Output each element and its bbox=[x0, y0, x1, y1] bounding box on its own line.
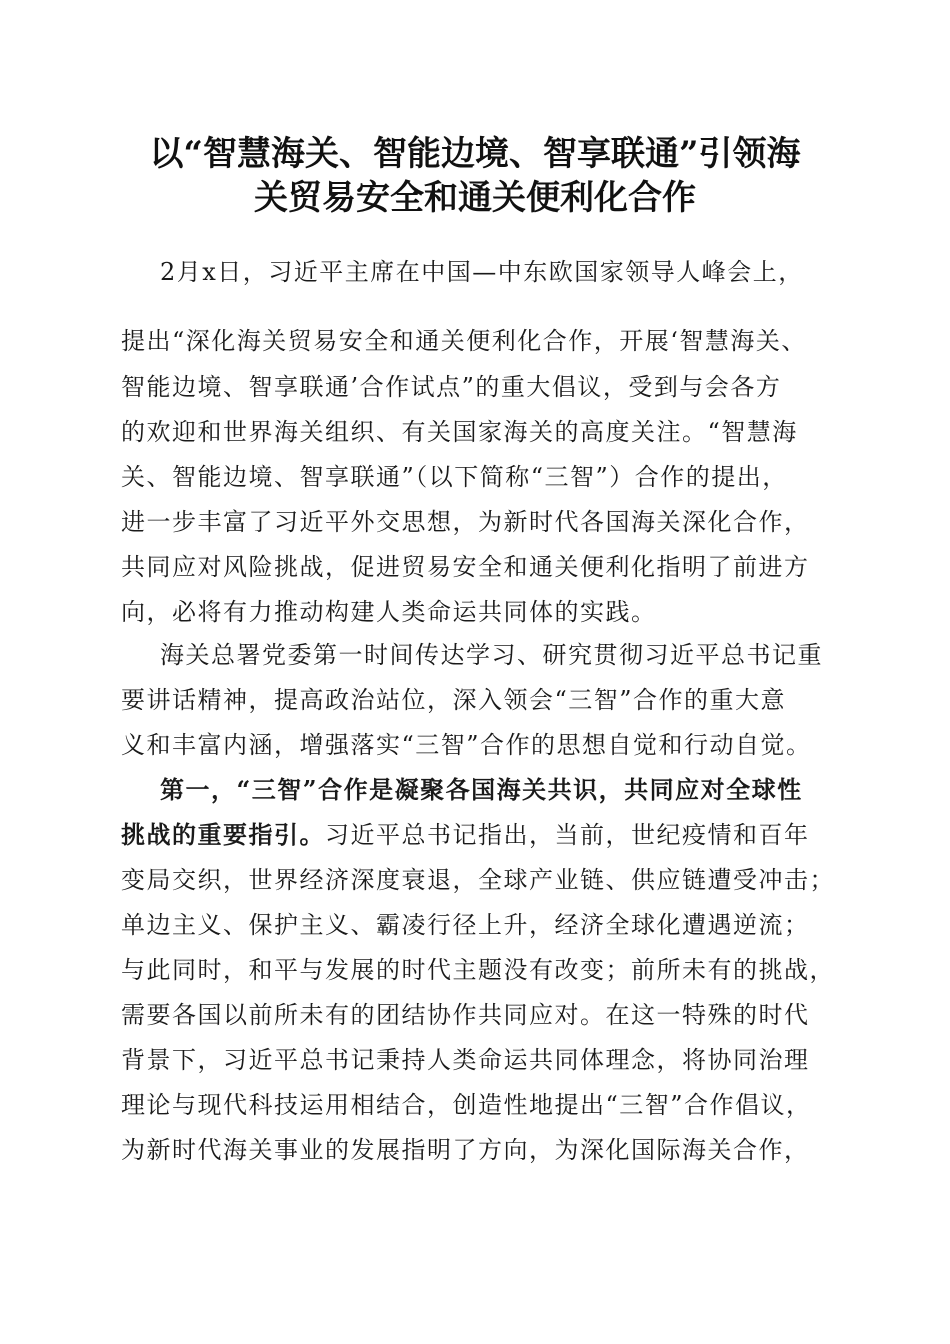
title-line-1: 以“智慧海关、智能边境、智享联通”引领海 bbox=[149, 134, 801, 174]
paragraph-1-line-3: 智能边境、智享联通’合作试点”的重大倡议，受到与会各方 bbox=[121, 373, 782, 401]
paragraph-3-line-6: 需要各国以前所未有的团结协作共同应对。在这一特殊的时代 bbox=[121, 1001, 810, 1029]
paragraph-3-line-7: 背景下，习近平总书记秉持人类命运共同体理念，将协同治理 bbox=[121, 1046, 810, 1074]
paragraph-3-line-2 bbox=[121, 820, 810, 850]
paragraph-1-line-7: 共同应对风险挑战，促进贸易安全和通关便利化指明了前进方 bbox=[121, 553, 810, 581]
paragraph-1-line-6: 进一步丰富了习近平外交思想，为新时代各国海关深化合作， bbox=[121, 508, 810, 536]
paragraph-3-line-5: 与此同时，和平与发展的时代主题没有改变；前所未有的挑战， bbox=[121, 956, 835, 984]
title-line-2: 关贸易安全和通关便利化合作 bbox=[254, 178, 696, 218]
paragraph-3-line-3: 变局交织，世界经济深度衰退，全球产业链、供应链遭受冲击； bbox=[121, 866, 835, 894]
paragraph-3-line-2-text: 习近平总书记指出，当前，世纪疫情和百年 bbox=[325, 821, 810, 849]
paragraph-2-line-2: 要讲话精神，提高政治站位，深入领会“三智”合作的重大意 bbox=[121, 686, 787, 714]
paragraph-1-line-4: 的欢迎和世界海关组织、有关国家海关的高度关注。“智慧海 bbox=[121, 418, 798, 446]
paragraph-3-line-8: 理论与现代科技运用相结合，创造性地提出“三智”合作倡议， bbox=[121, 1091, 812, 1119]
paragraph-3-line-4: 单边主义、保护主义、霸凌行径上升，经济全球化遭遇逆流； bbox=[121, 911, 810, 939]
document-title bbox=[100, 132, 850, 220]
paragraph-3-line-1: 第一，“三智”合作是凝聚各国海关共识，共同应对全球性 bbox=[160, 775, 803, 804]
paragraph-1-line-1: 2月x日，习近平主席在中国—中东欧国家领导人峰会上， bbox=[160, 258, 804, 286]
paragraph-2-line-3: 义和丰富内涵，增强落实“三智”合作的思想自觉和行动自觉。 bbox=[121, 731, 812, 759]
paragraph-3-heading-end: 挑战的重要指引。 bbox=[121, 820, 325, 849]
paragraph-1-line-5: 关、智能边境、智享联通”（以下简称“三智”）合作的提出， bbox=[121, 463, 788, 491]
paragraph-1-line-8: 向，必将有力推动构建人类命运共同体的实践。 bbox=[121, 598, 657, 626]
paragraph-1-line-2: 提出“深化海关贸易安全和通关便利化合作，开展‘智慧海关、 bbox=[121, 327, 807, 355]
paragraph-3-line-9: 为新时代海关事业的发展指明了方向，为深化国际海关合作， bbox=[121, 1136, 810, 1164]
paragraph-2-line-1: 海关总署党委第一时间传达学习、研究贯彻习近平总书记重 bbox=[160, 641, 823, 669]
